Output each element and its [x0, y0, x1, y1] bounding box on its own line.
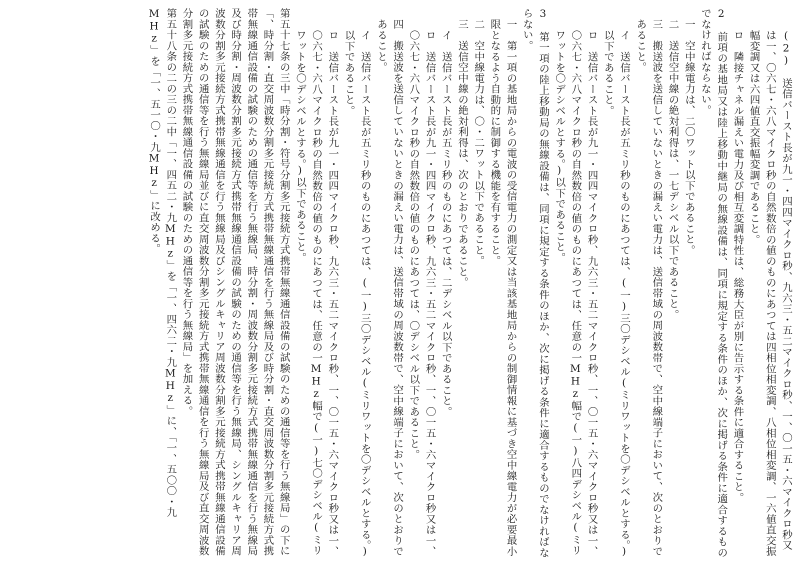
- vertical-text-body: [6, 8, 794, 560]
- document-page: [6, 8, 794, 560]
- paragraph-2-item-3: 三 搬送波を送信していないときの漏えい電力は、送信帯域の周波数帯で、空中線端子において、次のとおりであること。: [634, 19, 663, 557]
- paragraph-item-2-continued: (2) 送信バースト長が九一・四四マイクロ秒、九六三・五二マイクロ秒、一、〇一五・六マイクロ秒又は一、〇六七・六八マイクロ秒の自然数倍の値のものにあつては四相位相変調、八相位相変調、一六値直交振幅変調又は六四値直交振幅変調であること。: [747, 30, 792, 557]
- paragraph-2-item-3-ro: ロ 送信バースト長が九一・四四マイクロ秒、九六三・五二マイクロ秒、一、〇一五・六マイクロ秒又は一、〇六七・六八マイクロ秒の自然数倍の値のものにあつては、任意の一MHz幅で(一)八四デシベル(ミリワットを〇デシベルとする。)以下であること。: [553, 30, 598, 557]
- paragraph-3-item-4: 四 搬送波を送信していないときの漏えい電力は、送信帯域の周波数帯で、空中線端子において、次のとおりであること。: [374, 19, 404, 557]
- paragraph-article-58-2-3-2: 第五十八条の二の三の二中「一、四五二・九MHz」を「一、四六二・九MHz」に、「一、五〇〇・九MHz」を「一、五一〇・九MHz」に改める。: [148, 8, 177, 518]
- paragraph-3-item-3-i: イ 送信バースト長が五ミリ秒のものにあつては、二デシベル以下であること。: [439, 30, 452, 417]
- paragraph-3-item-3: 三 送信空中線の絶対利得は、次のとおりであること。: [455, 19, 468, 288]
- paragraph-2-item-3-i: イ 送信バースト長が五ミリ秒のものにあつては、(一)三〇デシベル(ミリワットを〇デシベルとする。)以下であること。: [601, 30, 630, 558]
- paragraph-article-57-3: 第五十七条の三中「時分割・符号分割多元接続方式携帯無線通信設備の試験のための通信等を行う無線局」の下に「、時分割・直交周波数分割多元接続方式携帯無線通信を行う無線局及び時分割・直交周波数分割多元接続方式携帯無線通信設備の試験のための通信等を行う無線局、時分割・周波数分割多元接続方式携帯無線通信を行う無線局及び時分割・周波数分割多元接続方式携帯無線通信設備の試験のための通信等を行う無線局、シングルキャリア周波数分割多元接続方式携帯無線通信を行う無線局及びシングルキャリア周波数分割多元接続方式携帯無線通信設備の試験のための通信等を行う無線局並びに直交周波数分割多元接続方式携帯無線通信を行う無線局及び直交周波数分割多元接続方式携帯無線通信設備の試験のための通信等を行う無線局」を加える。: [180, 8, 290, 557]
- paragraph-section-2: 2 前項の基地局又は陸上移動中継局の無線設備は、同項に規定する条件のほか、次に掲げる条件に適合するものでなければならない。: [698, 8, 728, 558]
- paragraph-3-item-2: 二 空中線電力は、〇・二ワット以下であること。: [472, 19, 485, 267]
- paragraph-ro: ロ 隣接チャネル漏えい電力及び相互変調特性は、総務大臣が別に告示する条件に適合すること。: [731, 30, 744, 503]
- paragraph-3-item-1: 一 第一項の基地局からの電波の受信電力の測定又は当該基地局からの制御情報に基づき空中線電力が必要最小限となるよう自動的に制御する機能を有すること。: [488, 19, 517, 557]
- paragraph-2-item-2: 二 送信空中線の絶対利得は、一七デシベル以下であること。: [666, 19, 679, 320]
- paragraph-section-3: 3 第一項の陸上移動局の無線設備は、同項に規定する条件のほか、次に掲げる条件に適合するものでなければならない。: [520, 8, 549, 558]
- paragraph-2-item-1: 一 空中線電力は、二〇ワット以下であること。: [682, 19, 695, 256]
- paragraph-3-item-4-ro: ロ 送信バースト長が九一・四四マイクロ秒、九六三・五二マイクロ秒、一、〇一五・六マイクロ秒又は一、〇六七・六八マイクロ秒の自然数倍の値のものにあつては、任意の一MHz幅で(一)七〇デシベル(ミリワットを〇デシベルとする。)以下であること。: [293, 30, 339, 557]
- paragraph-3-item-4-i: イ 送信バースト長が五ミリ秒のものにあつては、(一)三〇デシベル(ミリワットを〇デシベルとする。)以下であること。: [342, 30, 371, 558]
- paragraph-3-item-3-ro: ロ 送信バースト長が九一・四四マイクロ秒、九六三・五二マイクロ秒、一、〇一五・六マイクロ秒又は一、〇六七・六八マイクロ秒の自然数倍の値のものにあつては、〇デシベル以下であること。: [407, 30, 436, 557]
